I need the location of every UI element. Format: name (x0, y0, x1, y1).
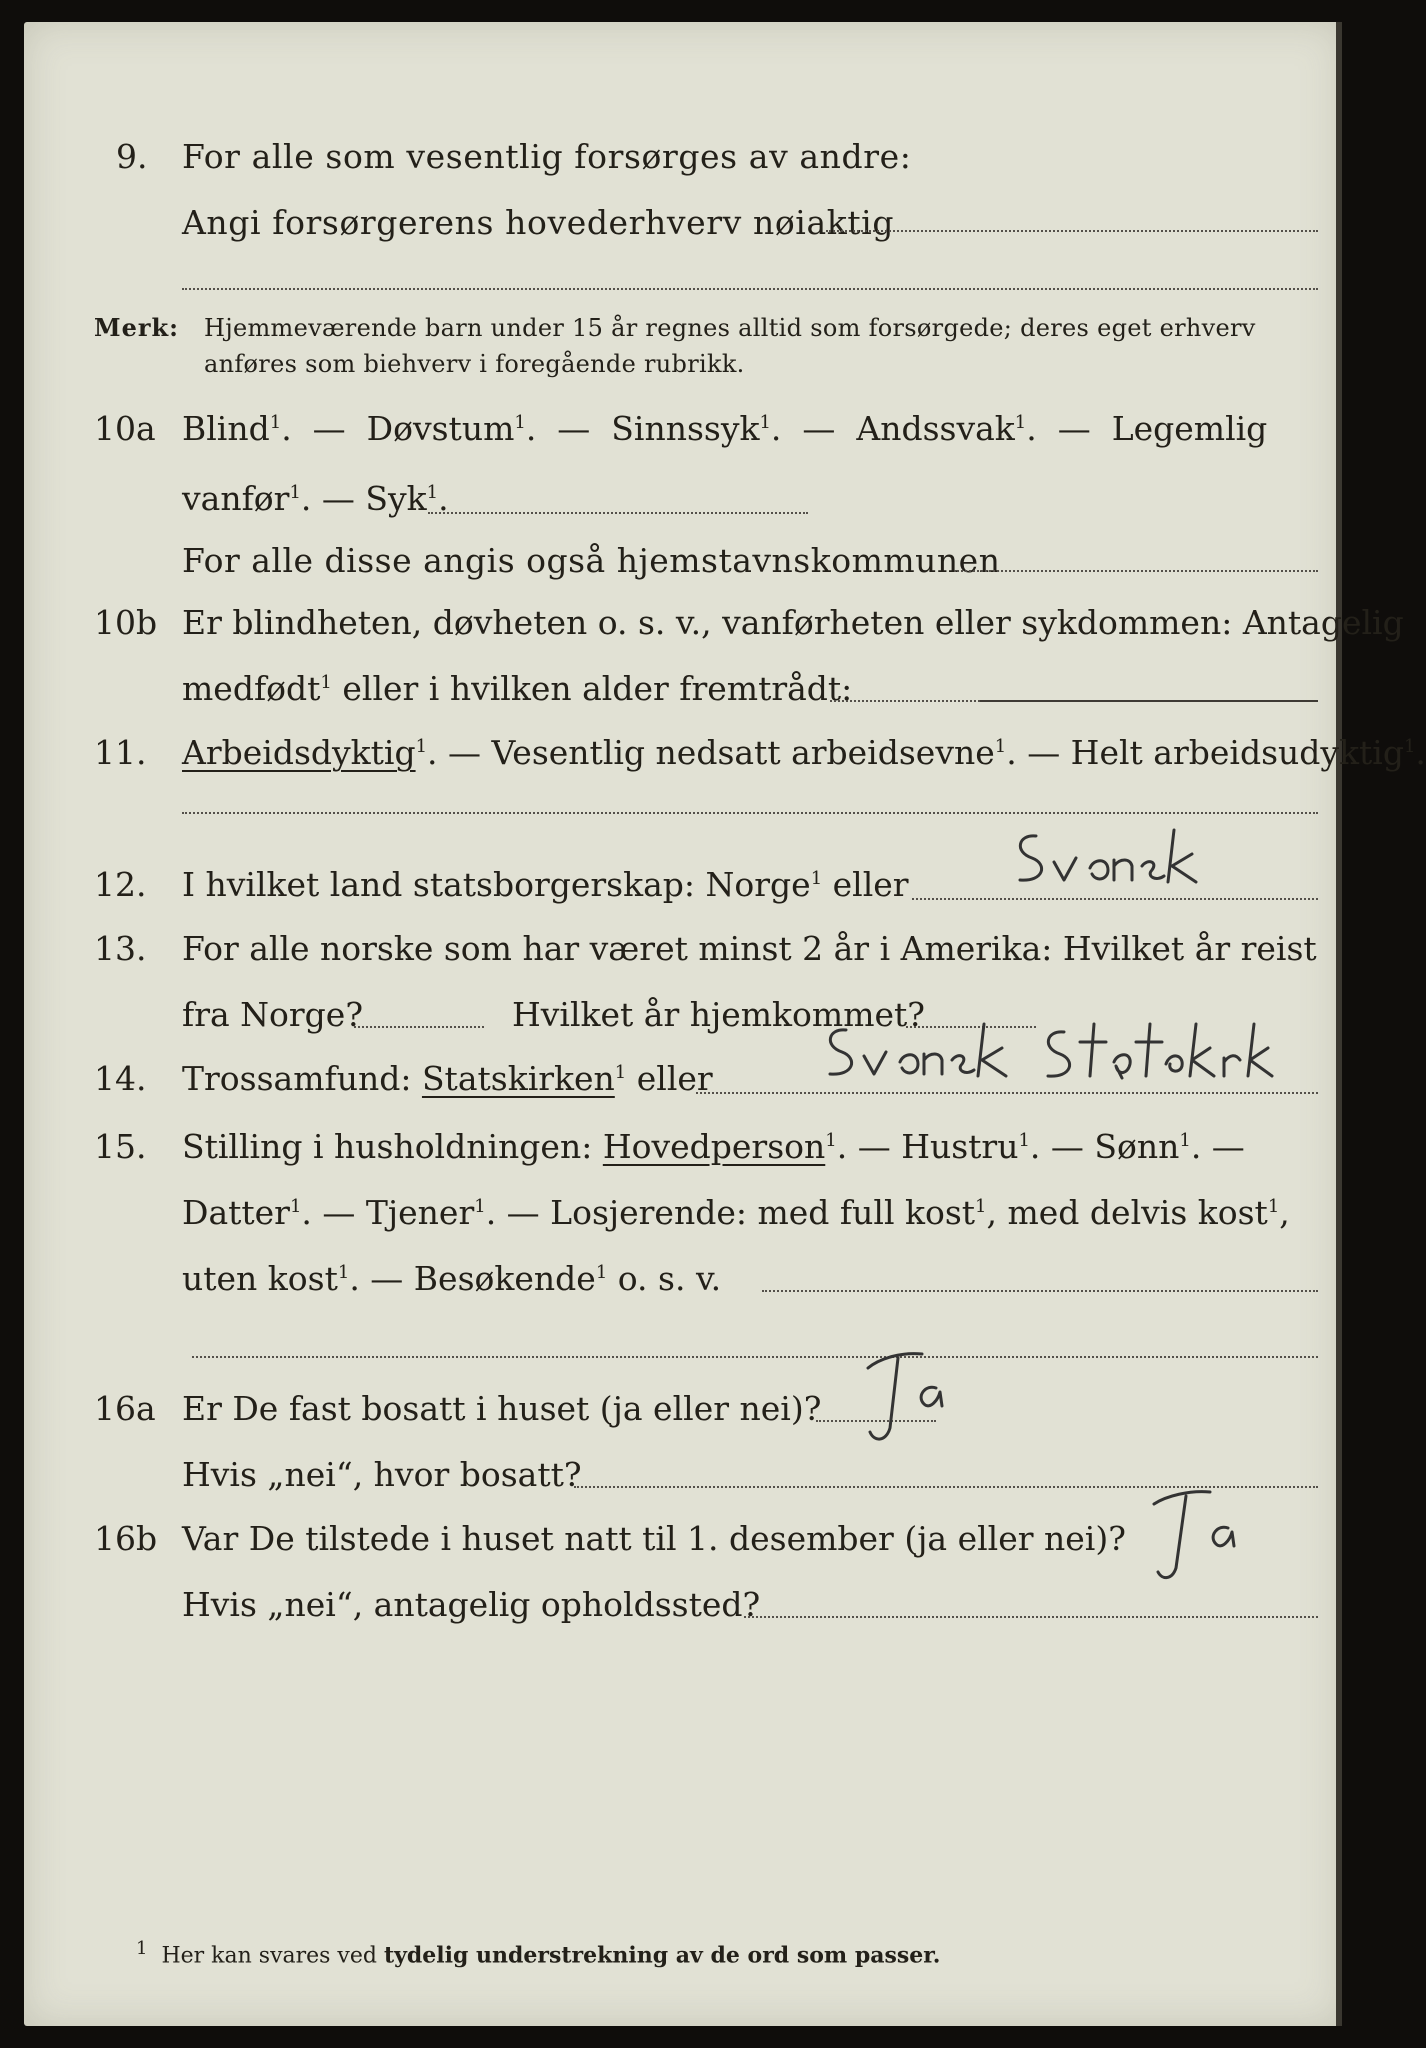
q16b-number: 16b (94, 1519, 158, 1558)
q11-line: Arbeidsdyktig$^1$. — Vesentlig nedsatt arbeidsevne$^1$. — Helt arbeidsudyktig$^1$. (182, 733, 1426, 772)
handwritten-ja-16a (850, 1344, 970, 1454)
q11-answer-line (182, 812, 1318, 814)
merk-label: Merk: (94, 313, 179, 342)
q10a-line2: vanfør$^1$. — Syk$^1$. (182, 479, 449, 518)
q13-line1: For alle norske som har været minst 2 år i Amerika: Hvilket år reist (182, 929, 1317, 968)
q10b-answer-dots (830, 700, 980, 702)
q9-number: 9. (116, 137, 148, 176)
census-form-page (24, 22, 1426, 2026)
q16a-number: 16a (94, 1389, 156, 1428)
q14-statskirken-underlined: Statskirken (421, 1059, 615, 1098)
q10b-line1: Er blindheten, døvheten o. s. v., vanførheten eller sykdommen: Antagelig (182, 603, 1404, 642)
q13-number: 13. (94, 929, 147, 968)
merk-line2: anføres som biehverv i foregående rubrikk. (204, 350, 745, 378)
q10a-line3: For alle disse angis også hjemstavnskommunen (182, 541, 1001, 580)
q10a-hjemstavn-answer-line (954, 570, 1318, 572)
q11-number: 11. (94, 733, 147, 772)
q10b-line2: medfødt$^1$ eller i hvilken alder fremtrådt: (182, 669, 853, 708)
handwritten-ja-16b (1134, 1484, 1264, 1594)
footnote: $^1$ Her kan svares ved tydelig understrekning av de ord som passer. (136, 1938, 941, 1969)
q10b-answer-line (980, 700, 1318, 702)
q9-answer-line-2 (182, 288, 1318, 290)
q15-number: 15. (94, 1127, 147, 1166)
q13-fra-norge: fra Norge? (182, 995, 364, 1034)
q15-answer-line (762, 1290, 1318, 1292)
q9-answer-line (826, 230, 1318, 232)
q12-line: I hvilket land statsborgerskap: Norge$^1$ eller (182, 865, 909, 904)
q13-fra-answer-line (354, 1026, 484, 1028)
q16b-line1: Var De tilstede i huset natt til 1. desember (ja eller nei)? (182, 1519, 1126, 1558)
handwritten-svensk-statskirke (814, 1018, 1334, 1098)
page-edge (1336, 22, 1342, 2026)
q14-line: Trossamfund: Statskirken$^1$ eller (182, 1059, 713, 1098)
q16b-line2: Hvis „nei“, antagelig opholdssted? (182, 1585, 761, 1624)
q15-answer-line-2 (192, 1356, 1318, 1358)
q15-line1: Stilling i husholdningen: Hovedperson$^1$. — Hustru$^1$. — Sønn$^1$. — (182, 1127, 1245, 1166)
q11-arbeidsdyktig-underlined: Arbeidsdyktig (182, 733, 416, 772)
q10a-syk-answer-line (428, 512, 808, 514)
q16a-line1: Er De fast bosatt i huset (ja eller nei)? (182, 1389, 822, 1428)
q16b-answer-line (744, 1616, 1318, 1618)
q12-number: 12. (94, 865, 147, 904)
q10a-line1: Blind$^1$. — Døvstum$^1$. — Sinnssyk$^1$. — Andssvak$^1$. — Legemlig (182, 409, 1268, 448)
q15-hovedperson-underlined: Hovedperson (602, 1127, 826, 1166)
q15-line3: uten kost$^1$. — Besøkende$^1$ o. s. v. (182, 1259, 722, 1298)
q9-line2: Angi forsørgerens hovederhverv nøiaktig (182, 203, 895, 242)
q10b-number: 10b (94, 603, 158, 642)
q10a-number: 10a (94, 409, 156, 448)
q9-line1: For alle som vesentlig forsørges av andre: (182, 137, 912, 176)
handwritten-svensk (1004, 822, 1264, 902)
q16a-line2: Hvis „nei“, hvor bosatt? (182, 1455, 582, 1494)
q14-number: 14. (94, 1059, 147, 1098)
q15-line2: Datter$^1$. — Tjener$^1$. — Losjerende: med full kost$^1$, med delvis kost$^1$, (182, 1193, 1290, 1232)
merk-line1: Hjemmeværende barn under 15 år regnes alltid som forsørgede; deres eget erhverv (204, 314, 1256, 342)
q13-hjemkommet: Hvilket år hjemkommet? (512, 995, 925, 1034)
